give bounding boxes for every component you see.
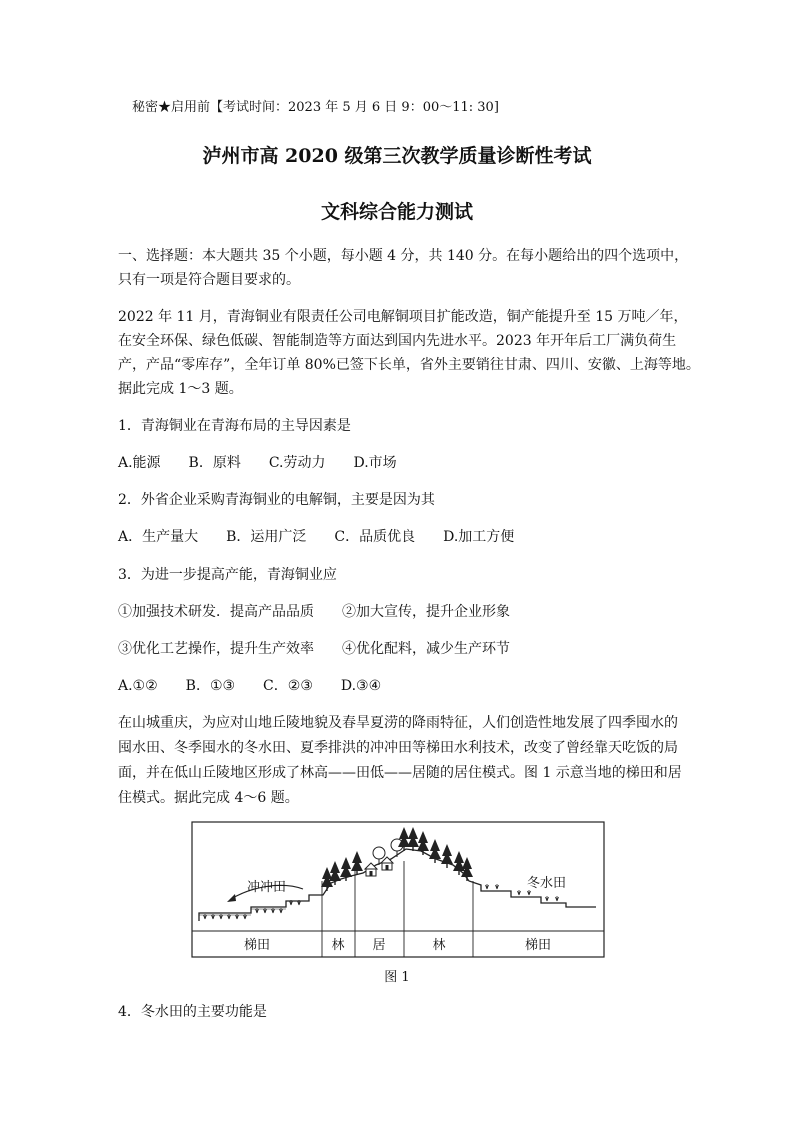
figure-caption: 图 1 bbox=[384, 970, 410, 985]
label-dongshuitian: 冬水田 bbox=[527, 876, 567, 891]
passage2-line-3: 面，并在低山丘陵地区形成了林高——田低——居随的居住模式。图 1 示意当地的梯田和居 bbox=[118, 765, 682, 781]
passage2-line-1: 在山城重庆，为应对山地丘陵地貌及春旱夏涝的降雨特征，人们创造性地发展了四季囤水的 bbox=[118, 715, 678, 731]
question-3-stem: 3．为进一步提高产能，青海铜业应 bbox=[118, 567, 337, 583]
section-intro-line-1: 一、选择题：本大题共 35 个小题，每小题 4 分，共 140 分。在每小题给出的四个选项中， bbox=[118, 248, 689, 264]
exam-subtitle: 文科综合能力测试 bbox=[320, 201, 473, 223]
zone-label-terrace-left: 梯田 bbox=[243, 938, 271, 953]
question-1-stem: 1．青海铜业在青海布局的主导因素是 bbox=[118, 418, 351, 434]
question-4-stem: 4．冬水田的主要功能是 bbox=[118, 1004, 267, 1020]
section-intro-line-2: 只有一项是符合题目要求的。 bbox=[118, 272, 300, 288]
question-2-stem: 2．外省企业采购青海铜业的电解铜，主要是因为其 bbox=[118, 492, 435, 508]
exam-title: 泸州市高 2020 级第三次教学质量诊断性考试 bbox=[202, 145, 592, 167]
question-3-options: A.①② B．①③ C．②③ D.③④ bbox=[118, 678, 382, 694]
passage2-line-2: 囤水田、冬季囤水的冬水田、夏季排洪的冲冲田等梯田水利技术，改变了曾经靠天吃饭的局 bbox=[118, 740, 678, 756]
zone-label-forest-right: 林 bbox=[432, 938, 446, 953]
question-3-items-line-2: ③优化工艺操作，提升生产效率 ④优化配料，减少生产环节 bbox=[118, 641, 510, 657]
terrace-diagram bbox=[191, 821, 605, 959]
passage1-line-4: 据此完成 1～3 题。 bbox=[118, 381, 243, 397]
zone-label-forest-left: 林 bbox=[331, 938, 345, 953]
zone-label-residence: 居 bbox=[372, 938, 386, 953]
passage1-line-2: 在安全环保、绿色低碳、智能制造等方面达到国内先进水平。2023 年开年后工厂满负荷生 bbox=[118, 333, 677, 349]
passage1-line-3: 产，产品“零库存”，全年订单 80%已签下长单，省外主要销往甘肃、四川、安徽、上海等地。 bbox=[118, 357, 700, 373]
confidential-header: 秘密★启用前【考试时间：2023 年 5 月 6 日 9：00～11: 30] bbox=[132, 100, 499, 115]
question-3-items-line-1: ①加强技术研发．提高产品品质 ②加大宣传，提升企业形象 bbox=[118, 604, 510, 620]
question-1-options: A.能源 B．原料 C.劳动力 D.市场 bbox=[118, 455, 397, 471]
zone-label-terrace-right: 梯田 bbox=[524, 938, 552, 953]
label-chongchongtian: 冲冲田 bbox=[247, 880, 287, 895]
passage2-line-4: 住模式。据此完成 4～6 题。 bbox=[118, 790, 299, 806]
passage1-line-1: 2022 年 11 月，青海铜业有限责任公司电解铜项目扩能改造，铜产能提升至 15 万吨／年， bbox=[118, 309, 688, 325]
question-2-options: A．生产量大 B．运用广泛 C．品质优良 D.加工方便 bbox=[118, 529, 515, 545]
